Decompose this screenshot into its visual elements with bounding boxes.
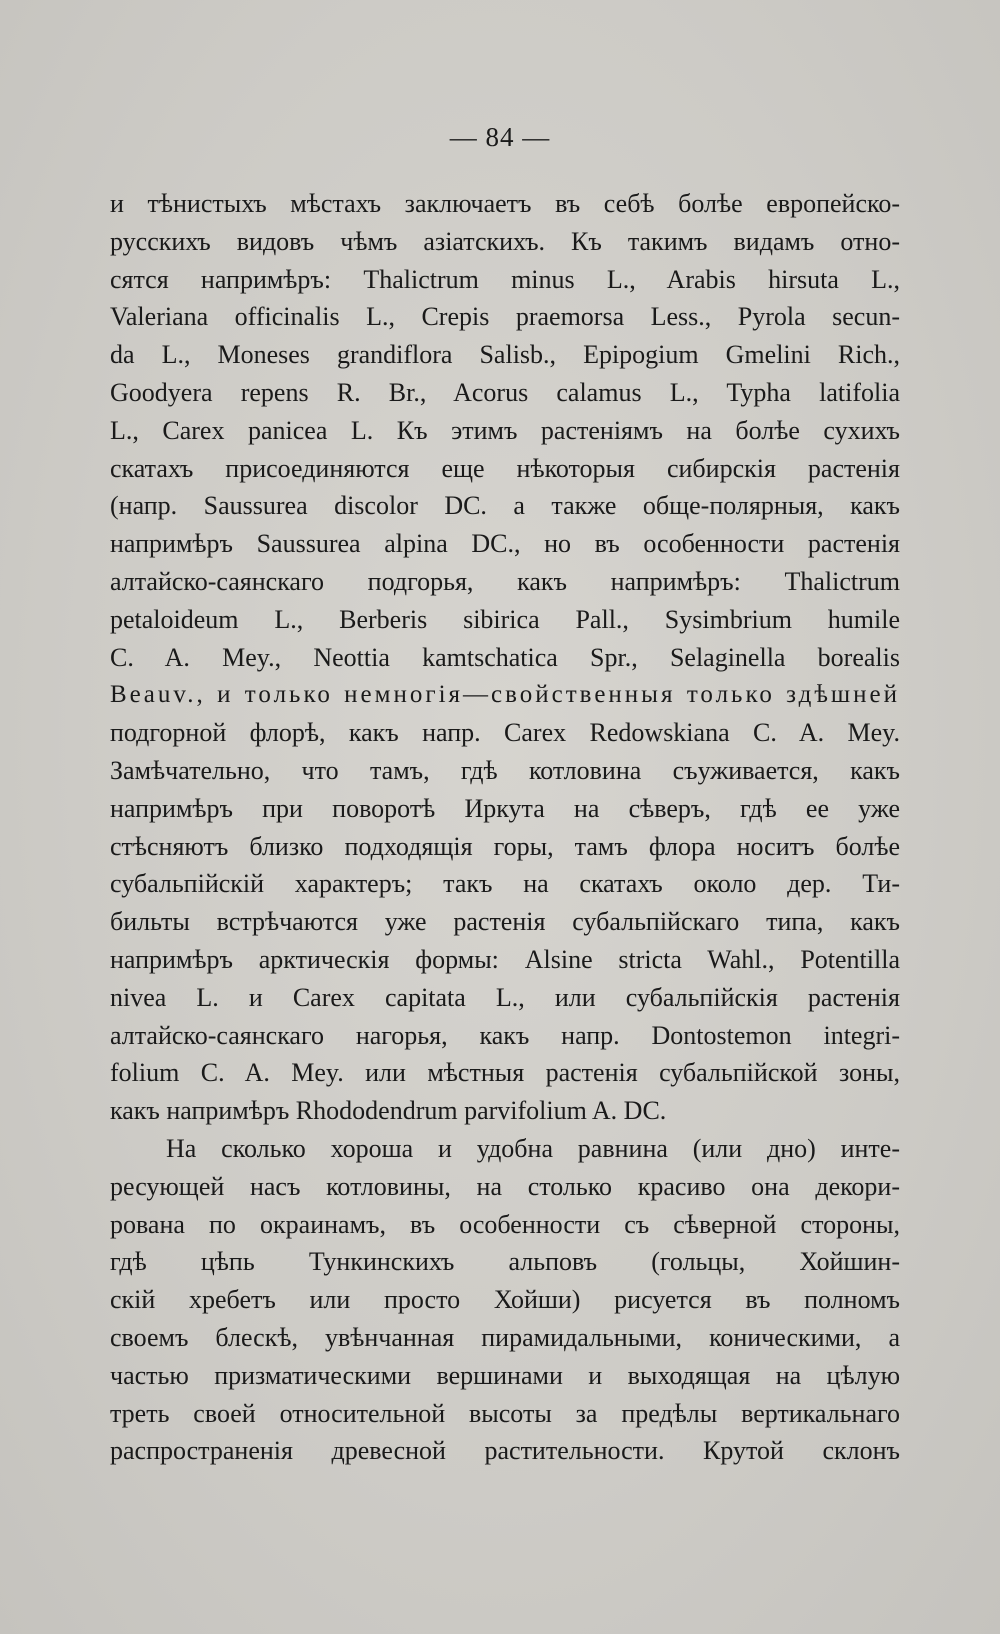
text-line: напримѣръ при поворотѣ Иркута на сѣверъ, гдѣ ее уже — [110, 793, 900, 823]
text-line: и тѣнистыхъ мѣстахъ заключаетъ въ себѣ болѣе европейско- — [110, 189, 900, 218]
text-line: гдѣ цѣпь Тункинскихъ альповъ (гольцы, Хойшин- — [110, 1247, 900, 1277]
paragraph-first-line: На сколько хороша и удобна равнина (или дно) инте- — [166, 1133, 900, 1163]
text-line: da L., Moneses grandiflora Salisb., Epipogium Gmelini Rich., — [110, 340, 900, 370]
text-line: своемъ блескѣ, увѣнчанная пирамидальными, коническими, а — [110, 1322, 900, 1352]
text-line: распространенія древесной растительности. Крутой склонъ — [110, 1436, 900, 1466]
text-line: напримѣръ Saussurea alpina DC., но въ особенности растенія — [110, 529, 900, 559]
text-line: ресующей насъ котловины, на столько красиво она декори- — [110, 1171, 900, 1201]
text-line: бильты встрѣчаются уже растенія субальпійскаго типа, какъ — [110, 907, 900, 937]
text-line: petaloideum L., Berberis sibirica Pall., Sysimbrium humile — [110, 604, 900, 634]
text-line: Beauv., и только немногія—свойственныя только здѣшней — [110, 681, 900, 709]
text-line: C. A. Mey., Neottia kamtschatica Spr., Selaginella borealis — [110, 642, 900, 672]
text-line: треть своей относительной высоты за предѣлы вертикальнаго — [110, 1398, 900, 1428]
text-line: folium C. A. Mey. или мѣстныя растенія субальпійской зоны, — [110, 1058, 900, 1088]
body-text — [110, 185, 900, 1470]
text-line: Goodyera repens R. Br., Acorus calamus L., Typha latifolia — [110, 377, 900, 407]
text-line: подгорной флорѣ, какъ напр. Carex Redowskiana C. A. Mey. — [110, 718, 900, 748]
text-line: стѣсняютъ близко подходящія горы, тамъ флора носитъ болѣе — [110, 831, 900, 861]
text-line: скій хребетъ или просто Хойши) рисуется въ полномъ — [110, 1285, 900, 1315]
text-line: алтайско-саянскаго подгорья, какъ напримѣръ: Thalictrum — [110, 566, 900, 596]
text-line: напримѣръ арктическія формы: Alsine stricta Wahl., Potentilla — [110, 944, 900, 974]
text-line: скатахъ присоединяются еще нѣкоторыя сибирскія растенія — [110, 453, 900, 483]
text-line: L., Carex panicea L. Къ этимъ растеніямъ на болѣе сухихъ — [110, 415, 900, 445]
text-line: Замѣчательно, что тамъ, гдѣ котловина съуживается, какъ — [110, 755, 900, 785]
text-line: Valeriana officinalis L., Crepis praemorsa Less., Pyrola secun- — [110, 302, 900, 332]
text-line: частью призматическими вершинами и выходящая на цѣлую — [110, 1360, 900, 1390]
text-line: (напр. Saussurea discolor DC. а также обще-полярныя, какъ — [110, 491, 900, 521]
page-number: — 84 — — [449, 122, 551, 152]
text-line: сятся напримѣръ: Thalictrum minus L., Arabis hirsuta L., — [110, 264, 900, 294]
text-line: алтайско-саянскаго нагорья, какъ напр. Dontostemon integri- — [110, 1020, 900, 1050]
paragraph-end-line: какъ напримѣръ Rhododendrum parvifolium A. DC. — [110, 1096, 667, 1126]
text-line: русскихъ видовъ чѣмъ азіатскихъ. Къ такимъ видамъ отно- — [110, 226, 900, 256]
text-line: рована по окраинамъ, въ особенности съ сѣверной стороны, — [110, 1209, 900, 1239]
text-line: субальпійскій характеръ; такъ на скатахъ около дер. Ти- — [110, 869, 900, 899]
text-line: nivea L. и Carex capitata L., или субальпійскія растенія — [110, 982, 900, 1012]
